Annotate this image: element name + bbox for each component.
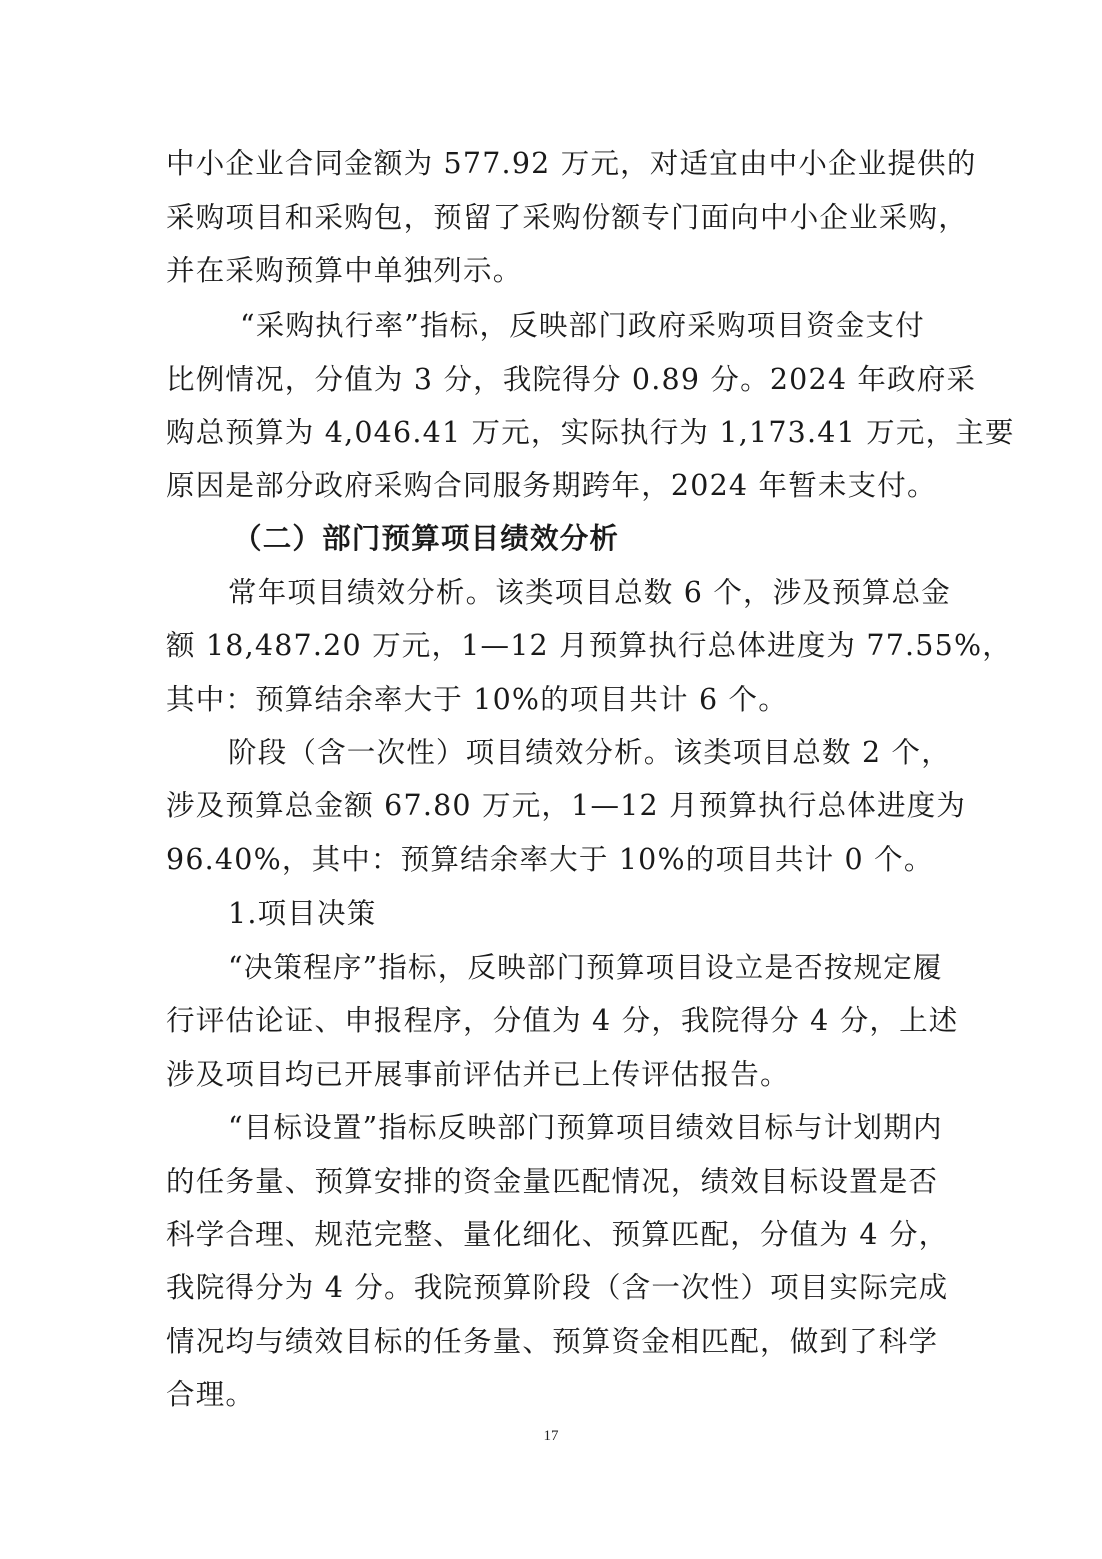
- paragraph-first-line: 常年项目绩效分析。该类项目总数 6 个，涉及预算总金: [228, 576, 951, 609]
- body-text-line: 的任务量、预算安排的资金量匹配情况，绩效目标设置是否: [166, 1165, 939, 1198]
- body-text-line: 合理。: [166, 1378, 256, 1411]
- body-text-line: 情况均与绩效目标的任务量、预算资金相匹配，做到了科学: [166, 1325, 939, 1358]
- subsection-heading: 1.项目决策: [228, 897, 377, 930]
- body-text-line: 原因是部分政府采购合同服务期跨年，2024 年暂未支付。: [166, 469, 937, 502]
- paragraph-first-line: “采购执行率”指标，反映部门政府采购项目资金支付: [240, 309, 925, 342]
- body-text-line: 涉及项目均已开展事前评估并已上传评估报告。: [166, 1058, 790, 1091]
- body-text-line: 我院得分为 4 分。我院预算阶段（含一次性）项目实际完成: [166, 1271, 949, 1304]
- page-number: 17: [543, 1428, 559, 1444]
- body-text-line: 并在采购预算中单独列示。: [166, 254, 523, 287]
- body-text-line: 其中：预算结余率大于 10%的项目共计 6 个。: [166, 683, 788, 716]
- body-text-line: 额 18,487.20 万元，1—12 月预算执行总体进度为 77.55%，: [166, 629, 1012, 662]
- paragraph-first-line: “目标设置”指标反映部门预算项目绩效目标与计划期内: [228, 1111, 943, 1144]
- paragraph-first-line: “决策程序”指标，反映部门预算项目设立是否按规定履: [228, 951, 943, 984]
- body-text-line: 购总预算为 4,046.41 万元，实际执行为 1,173.41 万元，主要: [166, 416, 1015, 449]
- body-text-line: 涉及预算总金额 67.80 万元，1—12 月预算执行总体进度为: [166, 789, 967, 822]
- body-text-line: 比例情况，分值为 3 分，我院得分 0.89 分。2024 年政府采: [166, 363, 977, 396]
- paragraph-first-line: 阶段（含一次性）项目绩效分析。该类项目总数 2 个，: [228, 736, 951, 769]
- body-text-line: 行评估论证、申报程序，分值为 4 分，我院得分 4 分，上述: [166, 1004, 959, 1037]
- body-text-line: 采购项目和采购包，预留了采购份额专门面向中小企业采购，: [166, 201, 968, 234]
- section-heading: （二）部门预算项目绩效分析: [233, 522, 620, 555]
- body-text-line: 96.40%，其中：预算结余率大于 10%的项目共计 0 个。: [166, 843, 934, 876]
- body-text-line: 中小企业合同金额为 577.92 万元，对适宜由中小企业提供的: [166, 147, 977, 180]
- body-text-line: 科学合理、规范完整、量化细化、预算匹配，分值为 4 分，: [166, 1218, 949, 1251]
